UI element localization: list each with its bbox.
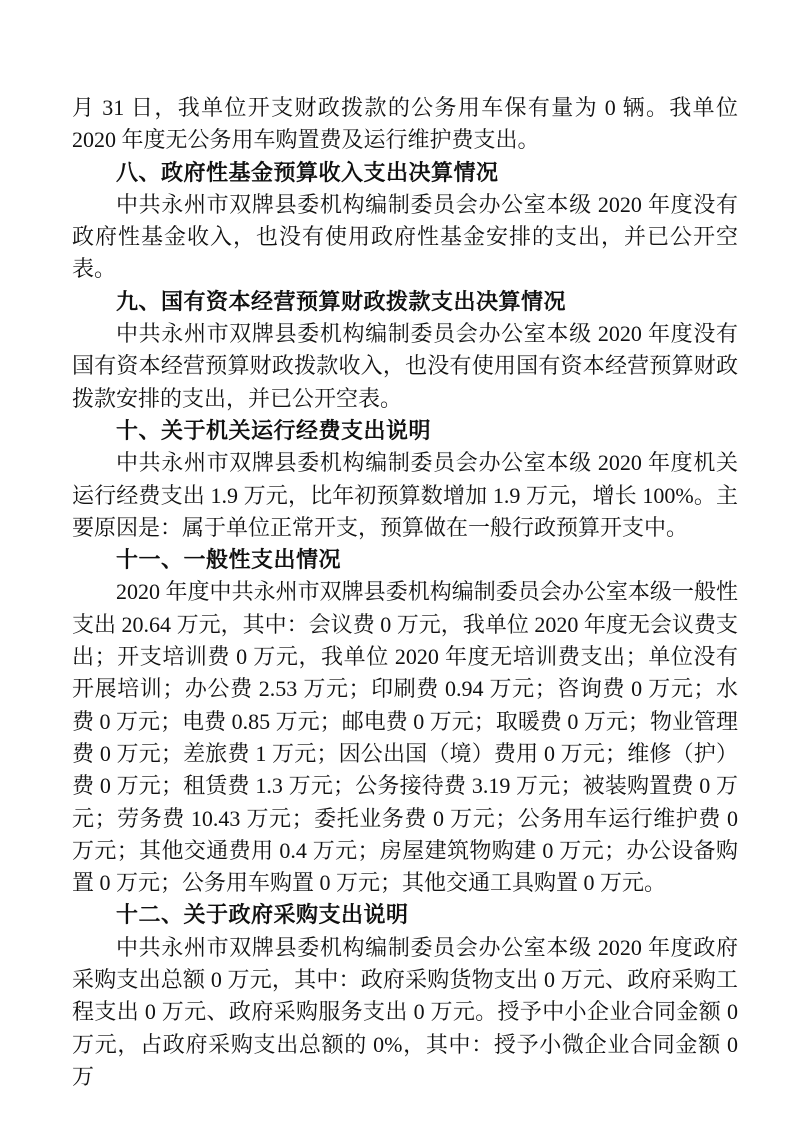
section-heading: 十、关于机关运行经费支出说明 xyxy=(116,417,432,443)
section-heading: 十一、一般性支出情况 xyxy=(116,547,342,573)
paragraph: 月 31 日，我单位开支财政拨款的公务用车保有量为 0 辆。我单位 2020 年度无公务用车购置费及运行维护费支出。 xyxy=(72,95,738,153)
paragraph: 中共永州市双牌县委机构编制委员会办公室本级 2020 年度没有政府性基金收入，也没有使用政府性基金安排的支出，并已公开空表。 xyxy=(72,191,738,282)
document-body xyxy=(72,92,738,1093)
paragraph: 中共永州市双牌县委机构编制委员会办公室本级 2020 年度没有国有资本经营预算财政拨款收入，也没有使用国有资本经营预算财政拨款安排的支出，并已公开空表。 xyxy=(72,321,738,411)
paragraph: 中共永州市双牌县委机构编制委员会办公室本级 2020 年度政府采购支出总额 0 万元，其中：政府采购货物支出 0 万元、政府采购工程支出 0 万元、政府采购服务支出 0 万元。授予中小企业合同金额 0 万元，占政府采购支出总额的 0%，其中：授予小微企业合同金额 0 万 xyxy=(72,934,738,1089)
section-heading: 九、国有资本经营预算财政拨款支出决算情况 xyxy=(116,288,567,314)
paragraph: 中共永州市双牌县委机构编制委员会办公室本级 2020 年度机关运行经费支出 1.9 万元，比年初预算数增加 1.9 万元，增长 100%。主要原因是：属于单位正常开支，预算做在一般行政预算开支中。 xyxy=(72,450,738,540)
section-heading: 十二、关于政府采购支出说明 xyxy=(116,902,409,928)
paragraph: 2020 年度中共永州市双牌县委机构编制委员会办公室本级一般性支出 20.64 万元，其中：会议费 0 万元，我单位 2020 年度无会议费支出；开支培训费 0 万元，我单位 2020 年度无培训费支出；单位没有开展培训；办公费 2.53 万元；印刷费 0.94 万元；咨询费 0 万元；水费 0 万元；电费 0.85 万元；邮电费 0 万元；取暖费 0 万元；物业管理费 0 万元；差旅费 1 万元；因公出国（境）费用 0 万元；维修（护）费 0 万元；租赁费 1.3 万元；公务接待费 3.19 万元；被装购置费 0 万元；劳务费 10.43 万元；委托业务费 0 万元；公务用车运行维护费 0 万元；其他交通费用 0.4 万元；房屋建筑物购建 0 万元；办公设备购置 0 万元；公务用车购置 0 万元；其他交通工具购置 0 万元。 xyxy=(72,579,738,896)
section-heading: 八、政府性基金预算收入支出决算情况 xyxy=(116,159,499,185)
